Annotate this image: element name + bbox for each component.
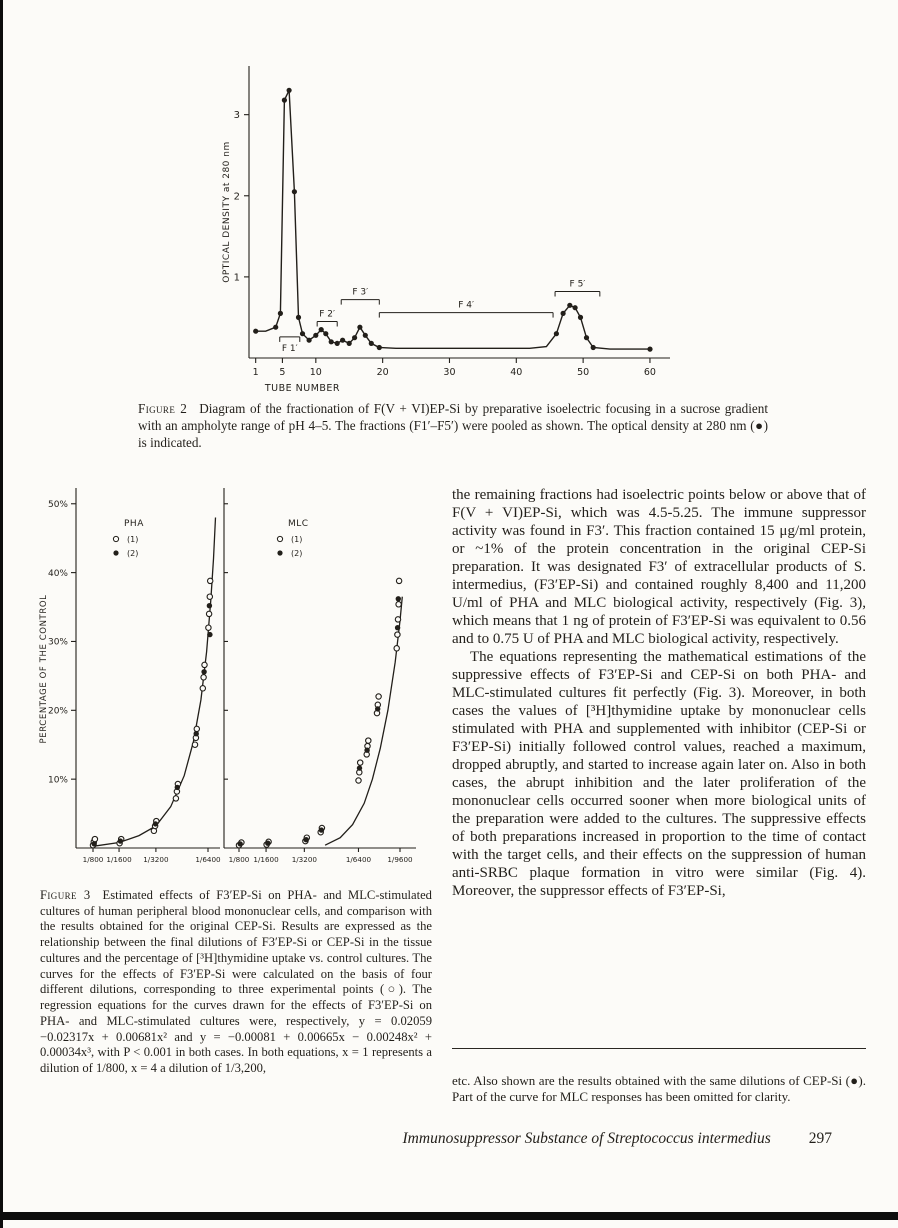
svg-text:F 4′: F 4′ — [458, 300, 475, 311]
fig3-open-point — [201, 675, 206, 680]
fig2-fraction-bracket — [379, 313, 553, 318]
fig2-fraction-bracket — [317, 322, 337, 327]
body-text-column — [452, 486, 866, 900]
svg-text:PERCENTAGE OF THE CONTROL: PERCENTAGE OF THE CONTROL — [39, 594, 49, 744]
fig3-filled-point — [201, 669, 206, 674]
svg-text:1/800: 1/800 — [82, 855, 104, 864]
svg-text:F 1′: F 1′ — [281, 343, 298, 354]
svg-text:1/6400: 1/6400 — [345, 855, 372, 864]
svg-text:40%: 40% — [47, 568, 68, 579]
figure-2-label: Figure 2 — [138, 401, 188, 416]
figure-3-label: Figure 3 — [40, 888, 91, 902]
svg-text:OPTICAL DENSITY at 280 nm: OPTICAL DENSITY at 280 nm — [222, 141, 232, 283]
figure-2-chart — [216, 50, 686, 398]
fig2-od-curve — [256, 90, 650, 349]
svg-text:3: 3 — [233, 110, 240, 122]
svg-text:1/800: 1/800 — [228, 855, 250, 864]
svg-text:1: 1 — [233, 272, 240, 284]
fig3-open-point — [396, 578, 401, 583]
fig3-open-point — [200, 686, 205, 691]
svg-text:2: 2 — [233, 191, 240, 203]
svg-text:MLC: MLC — [288, 519, 309, 529]
svg-text:1/3200: 1/3200 — [143, 855, 169, 864]
fig3-open-point — [173, 796, 178, 801]
fig3-curve-MLC — [325, 597, 402, 846]
svg-text:30: 30 — [443, 367, 456, 378]
body-paragraph: the remaining fractions had isoelectric points below or above that of F(V + VI)EP-Si, which was 4.5-5.25. The immune suppressor activity was found in F3′. This fraction contained 15 μg/ml protein, or ~1% of the protein concentration in the original CEP-Si preparation. It was designated F3′ of extracellular products of S. intermedius, (F3′EP-Si) and contained roughly 8,400 and 11,200 U/ml of PHA and MLC biological activity, respectively (Fig. 3), which means that 1 ng of protein of F3′EP-Si was equivalent to 0.56 and to 0.75 U of PHA and MLC biological activity, respectively. — [452, 487, 866, 647]
page-footer — [403, 1130, 832, 1148]
figure-2-caption — [138, 400, 768, 451]
legend-filled-marker — [277, 550, 282, 555]
svg-text:TUBE NUMBER: TUBE NUMBER — [264, 383, 341, 394]
svg-text:F 5′: F 5′ — [569, 279, 586, 290]
fig3-open-point — [356, 778, 361, 783]
running-title: Immunosuppressor Substance of Streptococcus intermedius — [402, 1130, 771, 1147]
scan-edge-bottom — [0, 1212, 898, 1220]
legend-filled-marker — [113, 550, 118, 555]
fig2-fraction-bracket — [280, 337, 300, 342]
fig3-open-point — [395, 617, 400, 622]
svg-text:(1): (1) — [127, 535, 139, 544]
svg-text:20%: 20% — [47, 706, 68, 717]
body-paragraph: The equations representing the mathematical estimations of the suppressive effects of F3′EP-Si and CEP-Si on both PHA- and MLC-stimulated cultures fit perfectly (Fig. 3). Moreover, in both cases the values of [³H]thymidine uptake by mononuclear cells stimulated with PHA and supplemented with inhibitor (CEP-Si or F3′EP-Si) initially followed control values, reached a maximum, dropped abruptly, and started to increase again later on. Also in both cases, the abrupt inhibition and the later proliferation of the mononuclear cells occurred sooner when more biological units of the preparation were added to the cultures. The suppressive effects of both preparations increased in proportion to the time of contact with the target cells, and their effects on the suppression of human anti-SRBC plaque formation in vitro were similar (Fig. 4). Moreover, the suppressor effects of F3′EP-Si, — [452, 649, 866, 899]
fig3-filled-point — [357, 765, 362, 770]
svg-text:F 3′: F 3′ — [352, 287, 369, 298]
svg-text:1/3200: 1/3200 — [291, 855, 317, 864]
fig3-filled-point — [319, 827, 324, 832]
fig2-axes — [244, 66, 670, 363]
page-number: 297 — [808, 1130, 832, 1147]
svg-text:1/1600: 1/1600 — [253, 855, 279, 864]
legend-open-marker — [277, 536, 282, 541]
figure-footnote: etc. Also shown are the results obtained with the same dilutions of CEP-Si (●). Part of the curve for MLC responses has been omitted for clarity. — [452, 1073, 866, 1105]
svg-text:F 2′: F 2′ — [319, 309, 336, 320]
legend-open-marker — [113, 536, 118, 541]
figure-3-caption — [40, 888, 432, 1077]
fig3-filled-point — [207, 603, 212, 608]
fig3-axes-PHA — [71, 488, 220, 852]
fig3-filled-point — [375, 706, 380, 711]
fig3-filled-point — [265, 841, 270, 846]
fig3-open-point — [92, 836, 97, 841]
fig3-open-point — [194, 726, 199, 731]
fig3-open-point — [366, 738, 371, 743]
fig3-open-point — [394, 646, 399, 651]
svg-text:10: 10 — [309, 367, 322, 378]
svg-text:PHA: PHA — [124, 519, 144, 529]
fig3-open-point — [396, 602, 401, 607]
fig3-filled-point — [364, 748, 369, 753]
fig3-open-point — [208, 578, 213, 583]
svg-text:40: 40 — [510, 367, 523, 378]
figure-3-chart — [34, 476, 432, 876]
fig3-open-point — [395, 632, 400, 637]
svg-text:1/1600: 1/1600 — [106, 855, 132, 864]
figure-3-caption-text: Estimated effects of F3′EP-Si on PHA- and MLC-stimulated cultures of human peripheral blood mononuclear cells, and comparison with the results obtained for the original CEP-Si. Results are expressed as the relationship between the final dilutions of F3′EP-Si or CEP-Si in the tissue cultures and the percentage of [³H]thymidine uptake vs. control cultures. The curves for the effects of F3′EP-Si were calculated on the basis of four different dilutions, corresponding to three experimental points (○). The regression equations for the curves drawn for the effects of F3′EP-Si on PHA- and MLC-stimulated cultures were, respectively, y = 0.02059 −0.02317x + 0.00681x² and y = −0.00081 + 0.00665x − 0.00248x² + 0.00034x³, with P < 0.001 in both cases. In both equations, x = 1 represents a dilution of 1/800, x = 4 a dilution of 1/3,200, — [40, 888, 432, 1076]
fig3-curve-PHA — [93, 518, 216, 847]
fig3-filled-point — [118, 838, 123, 843]
svg-text:5: 5 — [279, 367, 286, 378]
svg-text:50%: 50% — [47, 499, 68, 510]
svg-text:60: 60 — [643, 367, 656, 378]
svg-text:(1): (1) — [291, 535, 303, 544]
svg-text:20: 20 — [376, 367, 389, 378]
fig2-fraction-bracket — [341, 300, 379, 305]
fig3-filled-point — [92, 841, 97, 846]
fig3-filled-point — [396, 596, 401, 601]
scan-edge-left — [0, 0, 3, 1228]
fig3-open-point — [358, 760, 363, 765]
fig3-open-point — [206, 611, 211, 616]
svg-text:(2): (2) — [291, 549, 303, 558]
fig3-filled-point — [153, 821, 158, 826]
footnote-rule — [452, 1048, 866, 1049]
fig3-open-point — [202, 662, 207, 667]
fig3-open-point — [207, 594, 212, 599]
fig3-open-point — [376, 694, 381, 699]
svg-text:1/9600: 1/9600 — [387, 855, 413, 864]
svg-text:1/6400: 1/6400 — [195, 855, 221, 864]
fig3-open-point — [206, 625, 211, 630]
fig3-filled-point — [194, 731, 199, 736]
fig3-filled-point — [395, 625, 400, 630]
figure-2-caption-text: Diagram of the fractionation of F(V + VI)EP-Si by preparative isoelectric focusing in a sucrose gradient with an ampholyte range of pH 4–5. The fractions (F1′–F5′) were pooled as shown. The optical density at 280 nm (●) is indicated. — [138, 401, 769, 451]
fig2-fraction-bracket — [555, 291, 600, 296]
fig3-filled-point — [238, 841, 243, 846]
svg-text:30%: 30% — [47, 637, 68, 648]
fig3-filled-point — [304, 837, 309, 842]
svg-text:(2): (2) — [127, 549, 139, 558]
svg-text:1: 1 — [252, 367, 259, 378]
fig3-filled-point — [207, 632, 212, 637]
fig3-open-point — [192, 742, 197, 747]
fig3-axes-MLC — [224, 488, 416, 852]
fig3-filled-point — [175, 785, 180, 790]
svg-text:50: 50 — [577, 367, 590, 378]
svg-text:10%: 10% — [47, 775, 68, 786]
